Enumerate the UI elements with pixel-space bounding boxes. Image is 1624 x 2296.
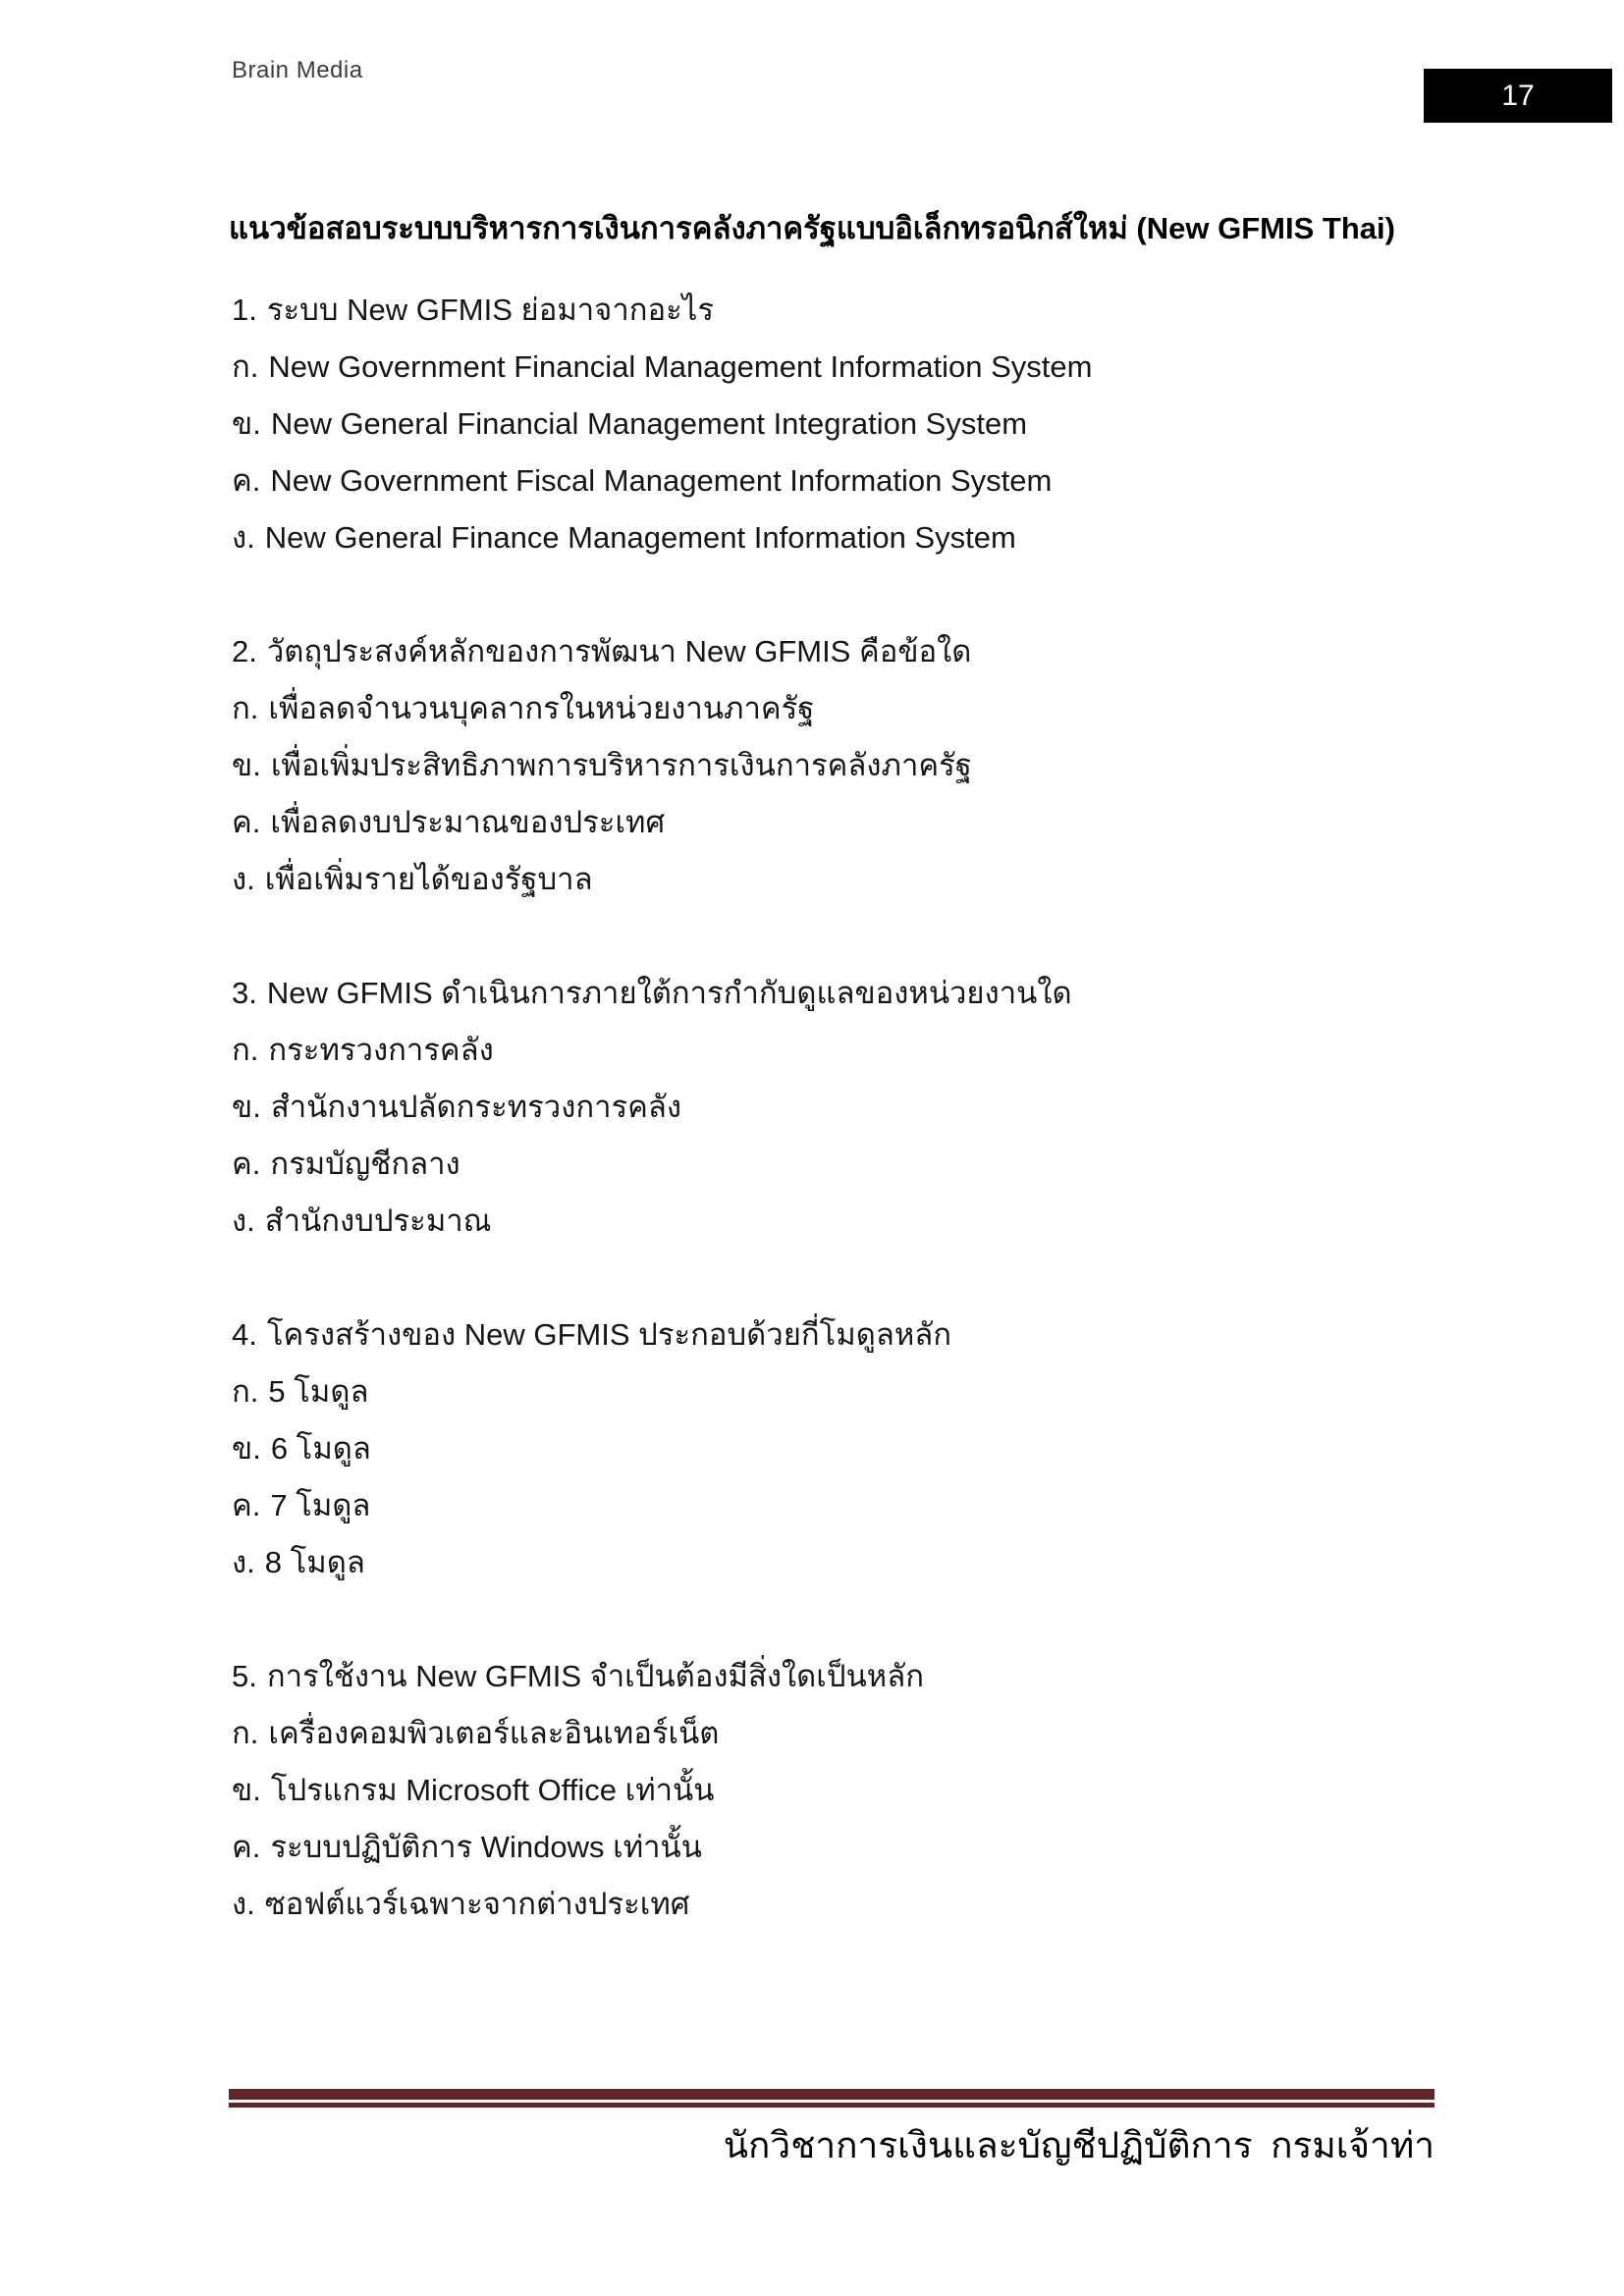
question-title: การใช้งาน New GFMIS จำเป็นต้องมีสิ่งใดเป็นหลัก — [266, 1659, 924, 1693]
question-title: ระบบ New GFMIS ย่อมาจากอะไร — [266, 293, 715, 327]
choice — [232, 1477, 1469, 1534]
choice-text: เพื่อเพิ่มรายได้ของรัฐบาล — [264, 862, 593, 896]
question-text — [232, 1648, 1469, 1705]
question-block-1 — [232, 282, 1469, 566]
footer-divider-thin-bar — [229, 2103, 1435, 2108]
question-text — [232, 1307, 1469, 1363]
choice-label: ง. — [232, 1545, 255, 1579]
question-number: 1. — [232, 293, 257, 327]
choice-label: ข. — [232, 748, 261, 782]
choice — [232, 339, 1469, 396]
choice-label: ก. — [232, 349, 259, 384]
choice-label: ค. — [232, 805, 261, 839]
question-title: วัตถุประสงค์หลักของการพัฒนา New GFMIS คือข้อใด — [266, 634, 972, 668]
document-title: แนวข้อสอบระบบบริหารการเงินการคลังภาครัฐแบบอิเล็กทรอนิกส์ใหม่ (New GFMIS Thai) — [229, 211, 1395, 245]
choice-text: เพื่อเพิ่มประสิทธิภาพการบริหารการเงินการคลังภาครัฐ — [270, 748, 972, 782]
question-text — [232, 965, 1469, 1022]
question-block-5 — [232, 1648, 1469, 1933]
choice-label: ง. — [232, 862, 255, 896]
choice-text: เพื่อลดจำนวนบุคลากรในหน่วยงานภาครัฐ — [268, 691, 815, 725]
choice-text: โปรแกรม Microsoft Office เท่านั้น — [270, 1773, 715, 1807]
choice-text: 6 โมดูล — [270, 1431, 371, 1466]
question-block-2 — [232, 623, 1469, 908]
choice-label: ก. — [232, 691, 259, 725]
choice — [232, 509, 1469, 566]
question-number: 4. — [232, 1317, 257, 1352]
choice-label: ข. — [232, 1431, 261, 1466]
choice-label: ก. — [232, 1716, 259, 1750]
choice-label: ค. — [232, 1830, 261, 1864]
question-number: 5. — [232, 1659, 257, 1693]
choice — [232, 794, 1469, 851]
question-list — [232, 282, 1469, 1990]
question-text — [232, 623, 1469, 680]
choice-text: กระทรวงการคลัง — [268, 1033, 494, 1067]
choice-label: ข. — [232, 1773, 261, 1807]
choice-text: 7 โมดูล — [270, 1488, 371, 1522]
footer-credit: นักวิชาการเงินและบัญชีปฏิบัติการ กรมเจ้าท่า — [723, 2126, 1435, 2166]
choice — [232, 1876, 1469, 1933]
footer-divider-thick-bar — [229, 2089, 1435, 2100]
choice — [232, 851, 1469, 908]
choice-text: 8 โมดูล — [264, 1545, 365, 1579]
choice-text: เพื่อลดงบประมาณของประเทศ — [270, 805, 666, 839]
choice-text: 5 โมดูล — [268, 1374, 369, 1409]
choice-text: เครื่องคอมพิวเตอร์และอินเทอร์เน็ต — [268, 1716, 720, 1750]
choice-text: กรมบัญชีกลาง — [270, 1147, 460, 1181]
choice-label: ข. — [232, 1090, 261, 1124]
choice-label: ค. — [232, 1488, 261, 1522]
choice-text: ซอฟต์แวร์เฉพาะจากต่างประเทศ — [264, 1887, 690, 1921]
choice — [232, 396, 1469, 453]
choice — [232, 1705, 1469, 1762]
choice-text: New Government Fiscal Management Information System — [270, 463, 1053, 498]
question-number: 2. — [232, 634, 257, 668]
choice-label: ง. — [232, 520, 255, 555]
publisher-label: Brain Media — [232, 57, 363, 83]
choice-label: ค. — [232, 1147, 261, 1181]
choice-text: New Government Financial Management Information System — [268, 349, 1093, 384]
choice — [232, 1762, 1469, 1819]
choice-label: ง. — [232, 1203, 255, 1238]
choice — [232, 680, 1469, 737]
choice — [232, 737, 1469, 794]
choice-label: ข. — [232, 406, 261, 441]
choice-text: New General Finance Management Information System — [264, 520, 1016, 555]
footer-divider — [229, 2089, 1435, 2108]
choice-label: ก. — [232, 1374, 259, 1409]
question-title: โครงสร้างของ New GFMIS ประกอบด้วยกี่โมดูลหลัก — [266, 1317, 952, 1352]
choice — [232, 1079, 1469, 1136]
choice — [232, 1534, 1469, 1591]
choice — [232, 453, 1469, 509]
choice-text: ระบบปฏิบัติการ Windows เท่านั้น — [270, 1830, 702, 1864]
question-block-4 — [232, 1307, 1469, 1591]
question-text — [232, 282, 1469, 339]
choice-label: ก. — [232, 1033, 259, 1067]
question-title: New GFMIS ดำเนินการภายใต้การกำกับดูแลของหน่วยงานใด — [266, 976, 1072, 1010]
choice — [232, 1819, 1469, 1876]
choice — [232, 1022, 1469, 1079]
choice-text: New General Financial Management Integration System — [270, 406, 1028, 441]
choice — [232, 1136, 1469, 1193]
choice — [232, 1193, 1469, 1250]
choice-text: สำนักงบประมาณ — [264, 1203, 492, 1238]
choice — [232, 1363, 1469, 1420]
choice-label: ค. — [232, 463, 261, 498]
choice — [232, 1420, 1469, 1477]
choice-text: สำนักงานปลัดกระทรวงการคลัง — [270, 1090, 682, 1124]
page-number-badge — [1424, 69, 1612, 123]
choice-label: ง. — [232, 1887, 255, 1921]
question-number: 3. — [232, 976, 257, 1010]
page-number: 17 — [1501, 79, 1535, 112]
question-block-3 — [232, 965, 1469, 1250]
